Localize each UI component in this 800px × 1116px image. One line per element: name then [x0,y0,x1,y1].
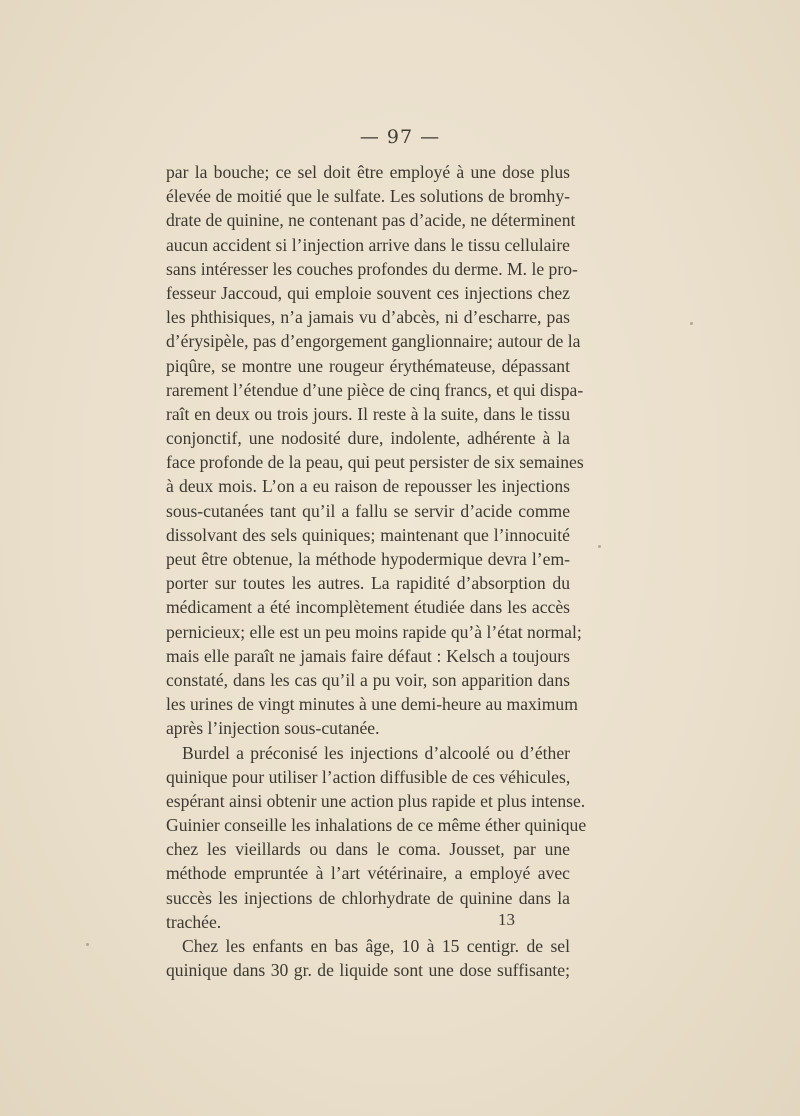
text-line: pernicieux; elle est un peu moins rapide qu’à l’état normal; [166,621,582,642]
text-line: sans intéresser les couches profondes du derme. M. le pro- [166,258,578,279]
text-line: porter sur toutes les autres. La rapidité d’absorption du [166,573,570,594]
text-line: mais elle paraît ne jamais faire défaut : Kelsch a toujours [166,645,570,666]
text-line: quinique pour utiliser l’action diffusible de ces véhicules, [166,766,571,787]
text-line: succès les injections de chlorhydrate de quinine dans la [166,887,570,908]
text-line: fesseur Jaccoud, qui emploie souvent ces injections chez [166,282,570,303]
text-line: quinique dans 30 gr. de liquide sont une dose suffisante; [166,960,570,981]
body-text [166,160,587,982]
text-line: méthode empruntée à l’art vétérinaire, a employé avec [166,863,570,884]
text-line: raît en deux ou trois jours. Il reste à la suite, dans le tissu [166,403,570,424]
text-line: aucun accident si l’injection arrive dans le tissu cellulaire [166,234,570,255]
text-line: Guinier conseille les inhalations de ce même éther quinique [166,815,587,836]
text-line: les urines de vingt minutes à une demi-heure au maximum [166,694,578,715]
text-line: conjonctif, une nodosité dure, indolente, adhérente à la [166,428,570,449]
text-line: espérant ainsi obtenir une action plus rapide et plus intense. [166,790,586,811]
text-line: constaté, dans les cas qu’il a pu voir, son apparition dans [166,669,570,690]
text-line: peut être obtenue, la méthode hypodermique devra l’em- [166,549,570,569]
text-line: trachée. [166,911,222,932]
text-line: par la bouche; ce sel doit être employé à une dose plus [166,162,570,182]
text-line: dissolvant des sels quiniques; maintenant que l’innocuité [166,524,570,545]
text-line: piqûre, se montre une rougeur érythémateuse, dépassant [166,355,570,376]
text-line: sous-cutanées tant qu’il a fallu se servir d’acide comme [166,500,570,521]
text-line: drate de quinine, ne contenant pas d’acide, ne déterminent [166,210,576,231]
text-line: Chez les enfants en bas âge, 10 à 15 centigr. de sel [182,936,570,956]
page-number-header: — 97 — [359,126,441,148]
text-line: rarement l’étendue d’une pièce de cinq francs, et qui dispa- [166,379,584,400]
text-line: face profonde de la peau, qui peut persister de six semaines [166,452,584,473]
text-line: d’érysipèle, pas d’engorgement ganglionnaire; autour de la [166,331,581,352]
text-line: médicament a été incomplètement étudiée dans les accès [166,597,570,618]
signature-mark: 13 [498,910,515,929]
text-line: à deux mois. L’on a eu raison de repousser les injections [166,476,570,497]
text-line: après l’injection sous-cutanée. [166,718,380,739]
paper-speck [690,322,693,325]
text-line: les phthisiques, n’a jamais vu d’abcès, ni d’escharre, pas [166,307,570,328]
text-line: chez les vieillards ou dans le coma. Jousset, par une [166,839,570,860]
text-line: élevée de moitié que le sulfate. Les solutions de bromhy- [166,186,570,207]
paper-speck [86,943,89,946]
paper-speck [598,545,601,548]
text-line: Burdel a préconisé les injections d’alcoolé ou d’éther [182,742,570,763]
